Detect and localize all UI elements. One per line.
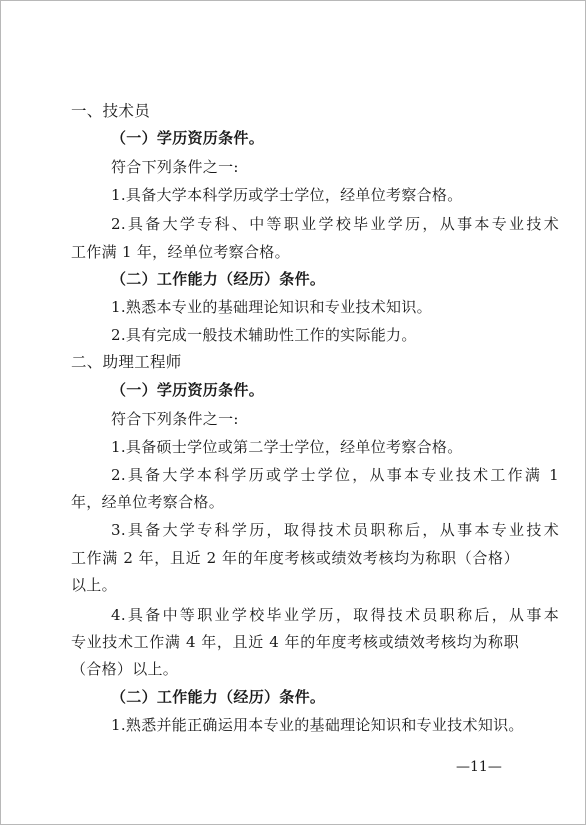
list-item: 1.具备硕士学位或第二学士学位，经单位考察合格。 (111, 438, 463, 456)
list-item: 3.具备大学专科学历，取得技术员职称后，从事本专业技术 (111, 521, 559, 539)
list-item: 1.熟悉本专业的基础理论知识和专业技术知识。 (111, 298, 432, 316)
subheading-education-requirements: （一）学历资历条件。 (111, 129, 265, 147)
subheading-ability-requirements: （二）工作能力（经历）条件。 (111, 688, 326, 706)
conditions-intro: 符合下列条件之一: (111, 410, 239, 428)
list-item: 2.具备大学本科学历或学士学位，从事本专业技术工作满 1 (111, 466, 559, 484)
list-item-continuation: （合格）以上。 (71, 660, 179, 678)
list-item-continuation: 专业技术工作满 4 年，且近 4 年的年度考核或绩效考核均为称职 (71, 633, 519, 651)
subheading-ability-requirements: （二）工作能力（经历）条件。 (111, 270, 326, 288)
subheading-education-requirements: （一）学历资历条件。 (111, 381, 265, 399)
list-item: 1.熟悉并能正确运用本专业的基础理论知识和专业技术知识。 (111, 716, 524, 734)
conditions-intro: 符合下列条件之一: (111, 158, 239, 176)
list-item-continuation: 工作满 1 年，经单位考察合格。 (71, 243, 290, 261)
section-heading-technician: 一、技术员 (71, 102, 151, 120)
list-item-continuation: 以上。 (71, 576, 117, 594)
list-item-continuation: 工作满 2 年，且近 2 年的年度考核或绩效考核均为称职（合格） (71, 549, 519, 567)
list-item-continuation: 年，经单位考察合格。 (71, 493, 225, 511)
list-item: 2.具有完成一般技术辅助性工作的实际能力。 (111, 326, 417, 344)
page-number: —11— (456, 759, 502, 775)
list-item: 2.具备大学专科、中等职业学校毕业学历，从事本专业技术 (111, 215, 559, 233)
section-heading-assistant-engineer: 二、助理工程师 (71, 353, 182, 371)
list-item: 4.具备中等职业学校毕业学历，取得技术员职称后，从事本 (111, 606, 559, 624)
list-item: 1.具备大学本科学历或学士学位，经单位考察合格。 (111, 186, 463, 204)
